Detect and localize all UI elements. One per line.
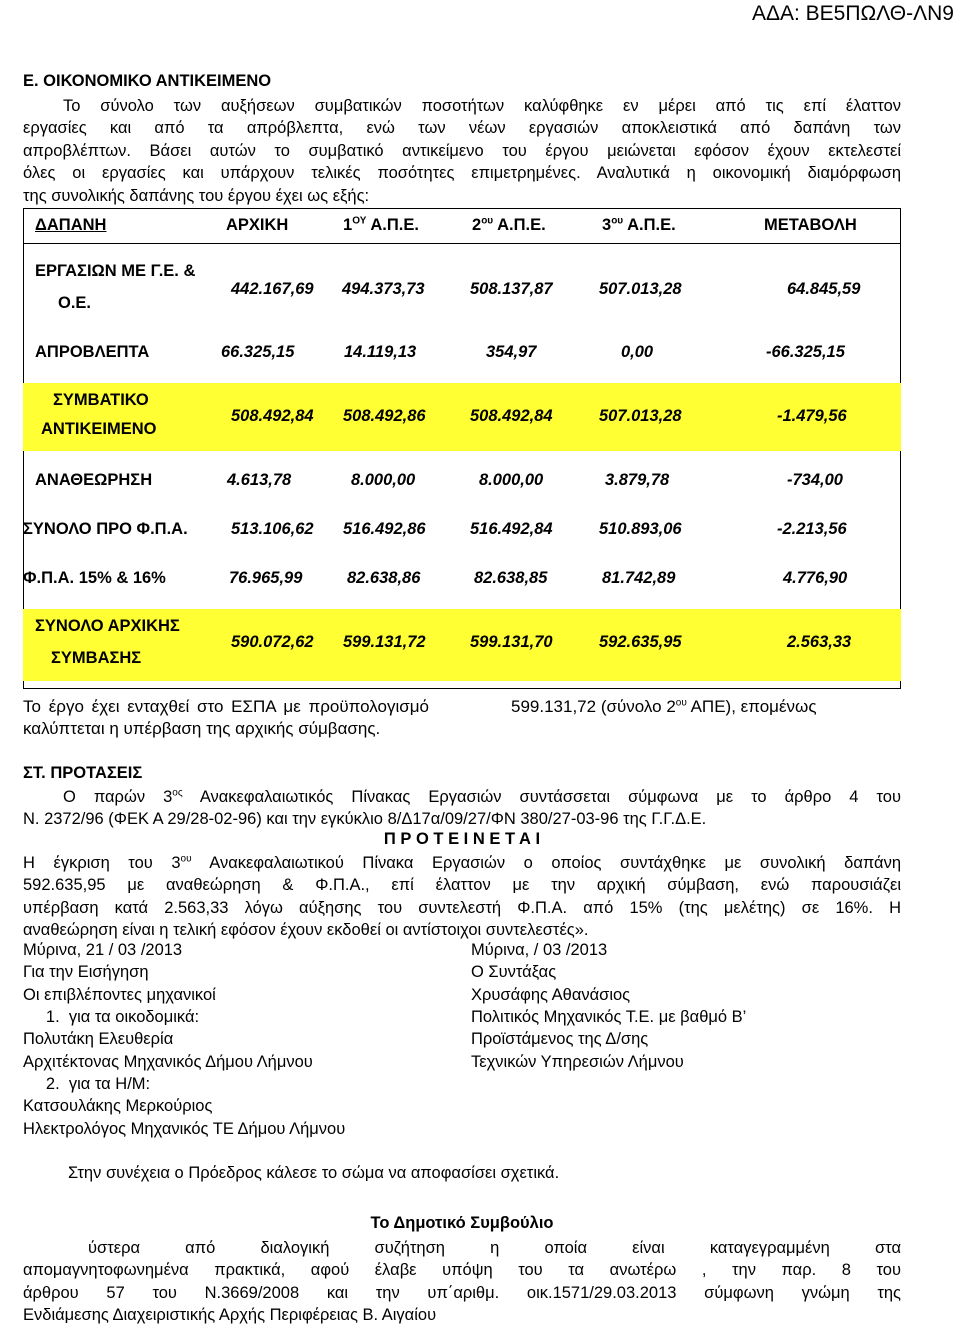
table-row — [23, 561, 901, 597]
cell-ape-3: 0,00 — [621, 343, 654, 361]
header-dapani: ΔΑΠΑΝΗ — [35, 216, 107, 234]
row-label: ΣΥΝΟΛΟ ΠΡΟ Φ.Π.Α. — [23, 520, 188, 538]
sig-right-line: Τεχνικών Υπηρεσιών Λήμνου — [471, 1053, 684, 1071]
espa-line-1a: Το έργο έχει ενταχθεί στο ΕΣΠΑ με προϋπολογισμό — [23, 697, 430, 716]
cell-ape-2: 82.638,85 — [474, 569, 548, 587]
cell-metavoli: -2.213,56 — [777, 520, 847, 538]
row-label: Φ.Π.Α. 15% & 16% — [23, 569, 166, 587]
section-st-p1-line-2: Ν. 2372/96 (ΦΕΚ Α 29/28-02-96) και την εγκύκλιο 8/Δ17α/09/27/ΦΝ 380/27-03-96 της Γ.Γ.Δ.Ε. — [23, 810, 707, 828]
sig-left-line: Πολυτάκη Ελευθερία — [23, 1030, 174, 1048]
sig-left-line: Για την Εισήγηση — [23, 963, 149, 981]
section-st-p2-line-2: 592.635,95 με αναθεώρηση & Φ.Π.Α., επί έλαττον με την αρχική σύμβαση, ενώ παρουσιάζει — [23, 876, 901, 894]
cell-ape-1: 599.131,72 — [343, 633, 426, 651]
cell-ape-3: 592.635,95 — [599, 633, 682, 651]
cell-metavoli: -66.325,15 — [766, 343, 845, 361]
cell-metavoli: 4.776,90 — [783, 569, 848, 587]
sig-left-line: Οι επιβλέποντες μηχανικοί — [23, 986, 216, 1004]
sig-right-line: Ο Συντάξας — [471, 963, 557, 981]
cell-ape-1: 82.638,86 — [347, 569, 421, 587]
council-title: Το Δημοτικό Συμβούλιο — [370, 1214, 554, 1232]
sig-left-line: 2. για τα Η/Μ: — [23, 1075, 151, 1093]
header-ape-1: $1^{O\Upsilon}$ Α.Π.Ε. — [343, 215, 419, 234]
row-label-cont: ΑΝΤΙΚΕΙΜΕΝΟ — [41, 420, 157, 438]
header-ape-3: $3^{o\upsilon}$ Α.Π.Ε. — [602, 215, 676, 234]
council-line-4: Ενδιάμεσης Διαχειριστικής Αρχής Περιφέρειας Β. Αιγαίου — [23, 1306, 437, 1324]
section-e-line-3: απροβλέπτων. Βάσει αυτών το συμβατικό αντικείμενο του έργου μειώνεται εφόσον έχουν εκτελεστεί — [23, 142, 901, 160]
sig-left-line: Αρχιτέκτονας Μηχανικός Δήμου Λήμνου — [23, 1053, 313, 1071]
section-e-title: Ε. ΟΙΚΟΝΟΜΙΚΟ ΑΝΤΙΚΕΙΜΕΝΟ — [23, 72, 272, 90]
cell-arxiki: 66.325,15 — [221, 343, 295, 361]
sig-right-line: Πολιτικός Μηχανικός Τ.Ε. με βαθμό Β’ — [471, 1008, 747, 1026]
cell-arxiki: 4.613,78 — [227, 471, 292, 489]
cell-ape-2: 8.000,00 — [479, 471, 544, 489]
sig-left-line: Ηλεκτρολόγος Μηχανικός ΤΕ Δήμου Λήμνου — [23, 1120, 346, 1138]
proteinetai-heading: Π Ρ Ο Τ Ε Ι Ν Ε Τ Α Ι — [383, 830, 541, 848]
row-label-cont: Ο.Ε. — [58, 294, 92, 312]
table-row — [23, 462, 901, 498]
row-label: ΑΠΡΟΒΛΕΠΤΑ — [35, 343, 150, 361]
council-line-3: άρθρου 57 του Ν.3669/2008 και την υπ΄αριθμ. οικ.1571/29.03.2013 σύμφωνη γνώμη της — [23, 1284, 901, 1302]
table-bottom-rule — [23, 688, 901, 689]
sig-left-line: Μύρινα, 21 / 03 /2013 — [23, 941, 183, 959]
sig-right-line: Μύρινα, / 03 /2013 — [471, 941, 608, 959]
cell-metavoli: -1.479,56 — [777, 407, 847, 425]
espa-line-1b: 599.131,72 (σύνολο $2^{o\upsilon}$ ΑΠΕ), επομένως — [511, 697, 817, 716]
cell-ape-1: 14.119,13 — [344, 343, 417, 361]
row-label: ΣΥΜΒΑΤΙΚΟ — [53, 391, 149, 409]
cell-ape-2: 599.131,70 — [470, 633, 553, 651]
cell-ape-3: 507.013,28 — [599, 280, 682, 298]
cell-arxiki: 76.965,99 — [229, 569, 303, 587]
sig-right-line: Προϊστάμενος της Δ/σης — [471, 1030, 649, 1048]
ada-code: ΑΔΑ: ΒΕ5ΠΩΛΘ-ΛΝ9 — [751, 2, 954, 25]
row-label-cont: ΣΥΜΒΑΣΗΣ — [51, 649, 142, 667]
row-label: ΑΝΑΘΕΩΡΗΣΗ — [35, 471, 153, 489]
section-st-p2-line-3: υπέρβαση κατά 2.563,33 λόγω αύξησης του συντελεστή Φ.Π.Α. από 15% (της μελέτης) σε 16%. Η — [23, 899, 901, 917]
row-label: ΕΡΓΑΣΙΩΝ ΜΕ Γ.Ε. & — [35, 262, 196, 280]
cell-arxiki: 590.072,62 — [231, 633, 314, 651]
cell-metavoli: 2.563,33 — [787, 633, 852, 651]
table-top-rule — [23, 208, 901, 209]
espa-line-2: καλύπτεται η υπέρβαση της αρχικής σύμβασης. — [23, 719, 381, 738]
cell-arxiki: 513.106,62 — [231, 520, 314, 538]
council-line-2: απομαγνητοφωνημένα πρακτικά, αφού έλαβε υπόψη του τα ανωτέρω , την παρ. 8 του — [23, 1261, 901, 1279]
cell-ape-3: 507.013,28 — [599, 407, 682, 425]
section-st-title: ΣΤ. ΠΡΟΤΑΣΕΙΣ — [23, 764, 143, 782]
cell-arxiki: 442.167,69 — [231, 280, 314, 298]
cell-ape-1: 494.373,73 — [342, 280, 425, 298]
row-label: ΣΥΝΟΛΟ ΑΡΧΙΚΗΣ — [35, 617, 180, 635]
cell-ape-3: 510.893,06 — [599, 520, 682, 538]
table-row — [23, 334, 901, 370]
cell-ape-2: 508.137,87 — [470, 280, 553, 298]
section-e-line-5: της συνολικής δαπάνης του έργου έχει ως εξής: — [23, 187, 370, 205]
header-arxiki: ΑΡΧΙΚΗ — [226, 216, 289, 234]
section-st-p2-line-1: Η έγκριση του $3^{o\upsilon}$ Ανακεφαλαιωτικού Πίνακα Εργασιών ο οποίος συντάχθηκε με συνολική δαπάνη — [23, 853, 901, 872]
council-line-1: ύστερα από διαλογική συζήτηση η οποία είναι καταγεγραμμένη στα — [88, 1239, 901, 1257]
header-ape-2: $2^{o\upsilon}$ Α.Π.Ε. — [472, 215, 546, 234]
header-metavoli: ΜΕΤΑΒΟΛΗ — [764, 216, 857, 234]
cell-arxiki: 508.492,84 — [231, 407, 314, 425]
cell-ape-2: 508.492,84 — [470, 407, 553, 425]
president-line: Στην συνέχεια ο Πρόεδρος κάλεσε το σώμα να αποφασίσει σχετικά. — [68, 1164, 560, 1182]
sig-left-line: Κατσουλάκης Μερκούριος — [23, 1097, 213, 1115]
sig-left-line: 1. για τα οικοδομικά: — [23, 1008, 200, 1026]
table-header-rule — [23, 243, 901, 244]
section-e-line-2: εργασίες και από τα απρόβλεπτα, ενώ των νέων εργασιών αποκλειστικά από δαπάνη των — [23, 119, 901, 137]
cell-metavoli: 64.845,59 — [787, 280, 861, 298]
table-row-highlighted — [23, 609, 901, 681]
cell-ape-1: 508.492,86 — [343, 407, 426, 425]
cell-ape-1: 8.000,00 — [351, 471, 416, 489]
section-st-p2-line-4: αναθεώρηση είναι η τελική εφόσον έχουν εκδοθεί οι αντίστοιχοι συντελεστές». — [23, 921, 589, 939]
cell-ape-2: 354,97 — [486, 343, 537, 361]
section-e-line-1: Το σύνολο των αυξήσεων συμβατικών ποσοτήτων καλύφθηκε εν μέρει από τις επί έλαττον — [63, 97, 901, 115]
section-st-p1-line-1: Ο παρών $3^{o\varsigma}$ Ανακεφαλαιωτικός Πίνακας Εργασιών συντάσσεται σύμφωνα με το άρθρο 4 του — [63, 787, 901, 806]
sig-right-line: Χρυσάφης Αθανάσιος — [471, 986, 631, 1004]
table-row-highlighted — [23, 383, 901, 451]
cell-ape-3: 3.879,78 — [605, 471, 670, 489]
cell-ape-3: 81.742,89 — [602, 569, 676, 587]
cell-ape-1: 516.492,86 — [343, 520, 426, 538]
table-row — [23, 256, 901, 326]
cell-ape-2: 516.492,84 — [470, 520, 553, 538]
table-row — [23, 512, 901, 548]
section-e-line-4: όλες οι εργασίες και υπάρχουν τελικές ποσότητες επιμετρημένες. Αναλυτικά η οικονομική διαμόρφωση — [23, 164, 901, 182]
cell-metavoli: -734,00 — [787, 471, 843, 489]
